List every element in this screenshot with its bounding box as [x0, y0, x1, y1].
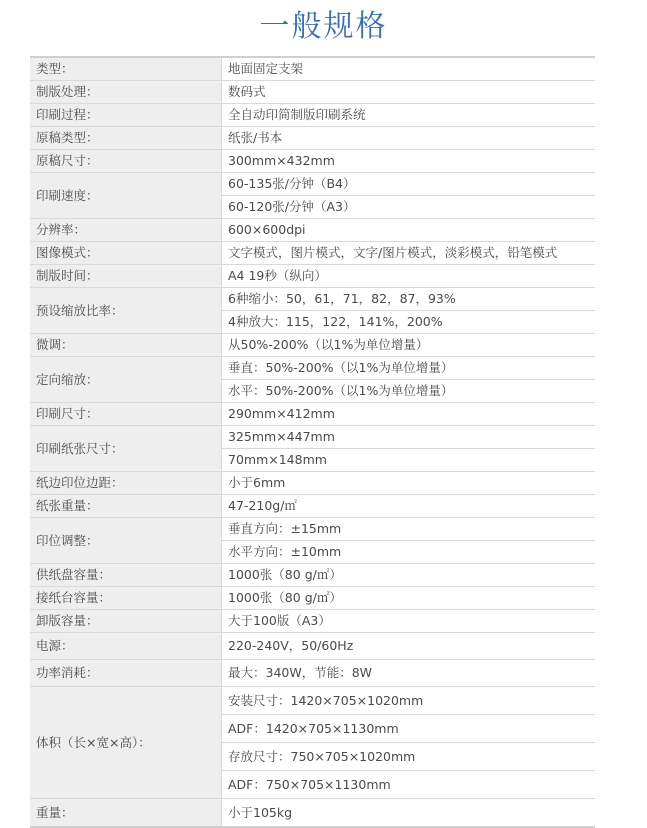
- spec-label: 原稿类型：: [30, 127, 222, 150]
- table-row: [30, 472, 595, 495]
- spec-value: 60-120张/分钟（A3）: [222, 196, 596, 219]
- spec-value: 从50%-200%（以1%为单位增量）: [222, 334, 596, 357]
- spec-value: 垂直方向：±15mm: [222, 518, 596, 541]
- table-row: [30, 610, 595, 633]
- spec-value: 安装尺寸：1420×705×1020mm: [222, 687, 596, 715]
- spec-label: 制版处理：: [30, 81, 222, 104]
- spec-value: 325mm×447mm: [222, 426, 596, 449]
- page-title: 一般规格: [259, 9, 388, 44]
- spec-label: 印刷速度：: [30, 173, 222, 219]
- spec-value: 纸张/书本: [222, 127, 596, 150]
- table-row: [30, 81, 595, 104]
- spec-value: ADF：1420×705×1130mm: [222, 715, 596, 743]
- table-row: [30, 219, 595, 242]
- table-row: [30, 104, 595, 127]
- spec-label: 功率消耗：: [30, 660, 222, 687]
- spec-value: 数码式: [222, 81, 596, 104]
- spec-label: 原稿尺寸：: [30, 150, 222, 173]
- spec-value: 290mm×412mm: [222, 403, 596, 426]
- table-row: [30, 587, 595, 610]
- spec-label: 预设缩放比率：: [30, 288, 222, 334]
- spec-value: 文字模式，图片模式，文字/图片模式，淡彩模式，铅笔模式: [222, 242, 596, 265]
- spec-label: 印位调整：: [30, 518, 222, 564]
- spec-value: 水平方向：±10mm: [222, 541, 596, 564]
- table-row: [30, 799, 595, 828]
- spec-label: 体积（长×宽×高）：: [30, 687, 222, 799]
- spec-label: 供纸盘容量：: [30, 564, 222, 587]
- spec-value: 大于100版（A3）: [222, 610, 596, 633]
- spec-value: 1000张（80 g/㎡）: [222, 587, 596, 610]
- spec-value: 小于6mm: [222, 472, 596, 495]
- spec-value: A4 19秒（纵向）: [222, 265, 596, 288]
- table-row: [30, 495, 595, 518]
- spec-value: 存放尺寸：750×705×1020mm: [222, 743, 596, 771]
- spec-label: 电源：: [30, 633, 222, 660]
- spec-label: 印刷尺寸：: [30, 403, 222, 426]
- table-row: [30, 518, 595, 541]
- spec-value: 最大：340W，节能：8W: [222, 660, 596, 687]
- table-row: [30, 357, 595, 380]
- spec-label: 重量：: [30, 799, 222, 828]
- table-row: [30, 127, 595, 150]
- spec-table: [30, 56, 595, 828]
- table-row: [30, 242, 595, 265]
- spec-label: 卸版容量：: [30, 610, 222, 633]
- spec-label: 图像模式：: [30, 242, 222, 265]
- table-row: [30, 265, 595, 288]
- table-row: [30, 334, 595, 357]
- spec-value: 小于105kg: [222, 799, 596, 828]
- spec-label: 分辨率：: [30, 219, 222, 242]
- spec-label: 微调：: [30, 334, 222, 357]
- spec-label: 接纸台容量：: [30, 587, 222, 610]
- spec-value: 垂直：50%-200%（以1%为单位增量）: [222, 357, 596, 380]
- table-row: [30, 288, 595, 311]
- spec-value: 600×600dpi: [222, 219, 596, 242]
- table-row: [30, 57, 595, 81]
- spec-label: 印刷纸张尺寸：: [30, 426, 222, 472]
- spec-label: 制版时间：: [30, 265, 222, 288]
- spec-label: 类型：: [30, 57, 222, 81]
- table-row: [30, 150, 595, 173]
- table-row: [30, 660, 595, 687]
- spec-value: 70mm×148mm: [222, 449, 596, 472]
- spec-value: 220-240V，50/60Hz: [222, 633, 596, 660]
- table-row: [30, 426, 595, 449]
- spec-value: 全自动印简制版印刷系统: [222, 104, 596, 127]
- spec-value: 47-210g/㎡: [222, 495, 596, 518]
- spec-value: 6种缩小：50，61，71，82，87，93%: [222, 288, 596, 311]
- spec-label: 纸张重量：: [30, 495, 222, 518]
- table-row: [30, 403, 595, 426]
- spec-label: 定向缩放：: [30, 357, 222, 403]
- table-row: [30, 564, 595, 587]
- spec-value: 4种放大：115，122，141%，200%: [222, 311, 596, 334]
- spec-value: 300mm×432mm: [222, 150, 596, 173]
- spec-value: 水平：50%-200%（以1%为单位增量）: [222, 380, 596, 403]
- spec-value: ADF：750×705×1130mm: [222, 771, 596, 799]
- spec-value: 地面固定支架: [222, 57, 596, 81]
- table-row: [30, 173, 595, 196]
- spec-table-body: [30, 57, 595, 827]
- table-row: [30, 687, 595, 715]
- spec-label: 印刷过程：: [30, 104, 222, 127]
- spec-value: 60-135张/分钟（B4）: [222, 173, 596, 196]
- spec-value: 1000张（80 g/㎡）: [222, 564, 596, 587]
- table-row: [30, 633, 595, 660]
- spec-label: 纸边印位边距：: [30, 472, 222, 495]
